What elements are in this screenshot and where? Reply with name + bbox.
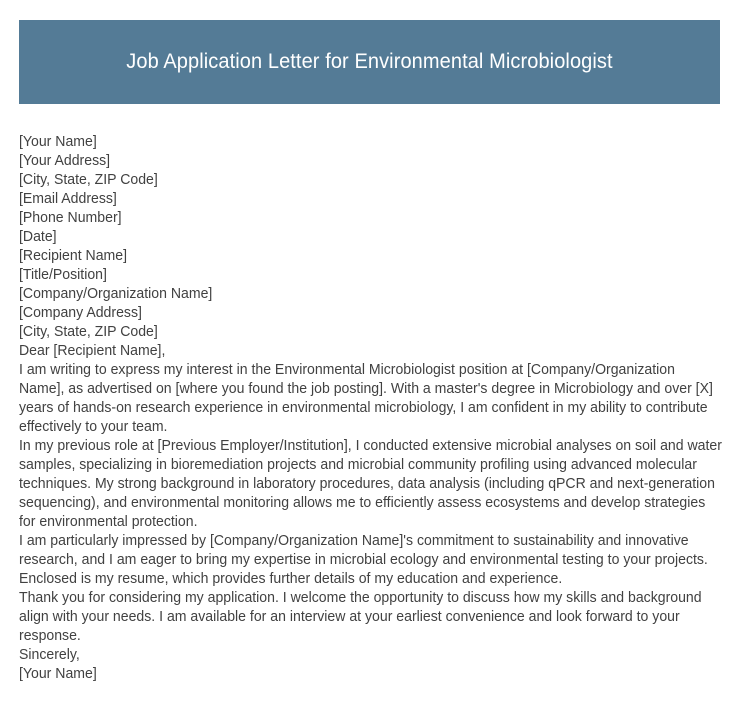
sender-line: [Your Address] [19,153,111,169]
sender-line: [Your Name] [19,134,97,150]
sender-line: [Phone Number] [19,210,122,226]
body-paragraph-3: I am particularly impressed by [Company/Organization Name]'s commitment to sustainability and innovative research, and I am eager to bring my expertise in microbial ecology and environmental testing to your projects. Enclosed is my resume, which provides further details of my education and experience. [19,533,708,587]
recipient-line: [Company/Organization Name] [19,286,213,302]
sender-date-line: [Date] [19,229,57,245]
sender-line: [Email Address] [19,191,117,207]
sender-line: [City, State, ZIP Code] [19,172,158,188]
recipient-address-block [19,247,723,342]
letter-body [19,133,723,684]
recipient-line: [Company Address] [19,305,142,321]
closing: Sincerely, [19,647,80,663]
body-paragraph-4: Thank you for considering my application. I welcome the opportunity to discuss how my skills and background align with your needs. I am available for an interview at your earliest convenience and look forward to your response. [19,590,702,644]
salutation: Dear [Recipient Name], [19,343,166,359]
signature: [Your Name] [19,666,97,682]
body-paragraph-1: I am writing to express my interest in the Environmental Microbiologist position at [Company/Organization Name], as advertised on [where you found the job posting]. With a master's degree in Microbiology and over [X] years of hands-on research experience in environmental microbiology, I am confident in my ability to contribute effectively to your team. [19,362,713,435]
recipient-line: [Title/Position] [19,267,107,283]
letter-header-banner [19,20,720,104]
page-title: Job Application Letter for Environmental Microbiologist [126,49,613,74]
sender-address-block [19,133,723,247]
recipient-line: [City, State, ZIP Code] [19,324,158,340]
recipient-line: [Recipient Name] [19,248,128,264]
body-paragraph-2: In my previous role at [Previous Employer/Institution], I conducted extensive microbial analyses on soil and water samples, specializing in bioremediation projects and microbial community profiling using advanced molecular techniques. My strong background in laboratory procedures, data analysis (including qPCR and next-generation sequencing), and environmental monitoring allows me to efficiently assess ecosystems and develop strategies for environmental protection. [19,438,722,530]
